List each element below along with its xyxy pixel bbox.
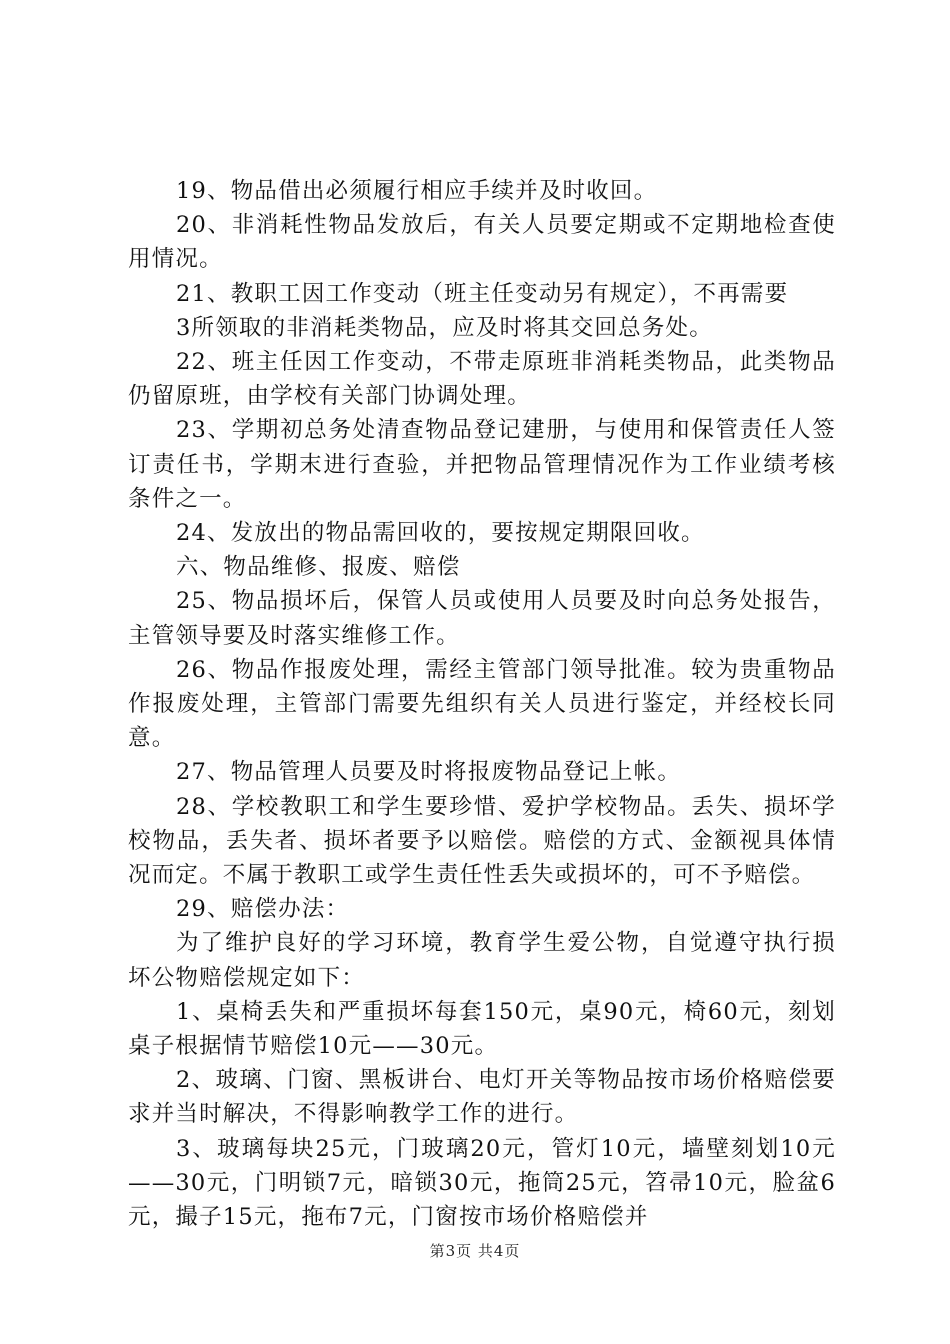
rule-item-1: 1、桌椅丢失和严重损坏每套150元，桌90元，椅60元，刻划桌子根据情节赔偿10元——30元。 <box>128 998 836 1060</box>
rule-item-2: 2、玻璃、门窗、黑板讲台、电灯开关等物品按市场价格赔偿要求并当时解决，不得影响教学工作的进行。 <box>128 1067 836 1128</box>
paragraph-23: 23、学期初总务处清查物品登记建册，与使用和保管责任人签订责任书，学期末进行查验，并把物品管理情况作为工作业绩考核条件之一。 <box>128 417 836 512</box>
paragraph-20: 20、非消耗性物品发放后，有关人员要定期或不定期地检查使用情况。 <box>128 212 836 273</box>
paragraph-29: 29、赔偿办法： <box>176 896 350 923</box>
paragraph-28: 28、学校教职工和学生要珍惜、爱护学校物品。丢失、损坏学校物品，丢失者、损坏者要予以赔偿。赔偿的方式、金额视具体情况而定。不属于教职工或学生责任性丢失或损坏的，可不予赔偿。 <box>128 793 836 889</box>
paragraph-24: 24、发放出的物品需回收的，要按规定期限回收。 <box>176 520 705 547</box>
page-number-footer: 第3页 共4页 <box>429 1242 521 1260</box>
paragraph-21-continued: 3所领取的非消耗类物品，应及时将其交回总务处。 <box>176 314 713 341</box>
paragraph-27: 27、物品管理人员要及时将报废物品登记上帐。 <box>176 759 682 786</box>
paragraph-21: 21、教职工因工作变动（班主任变动另有规定），不再需要 <box>176 280 789 307</box>
paragraph-19: 19、物品借出必须履行相应手续并及时收回。 <box>176 178 658 204</box>
paragraph-25: 25、物品损坏后，保管人员或使用人员要及时向总务处报告，主管领导要及时落实维修工作。 <box>128 588 836 649</box>
document-body <box>128 174 836 1234</box>
rule-item-3: 3、玻璃每块25元，门玻璃20元，管灯10元，墙壁刻划10元——30元，门明锁7元，暗锁30元，拖筒25元，笤帚10元，脸盆6元，撮子15元，拖布7元，门窗按市场价格赔偿并 <box>128 1135 836 1231</box>
paragraph-26: 26、物品作报废处理，需经主管部门领导批准。较为贵重物品作报废处理，主管部门需要先组织有关人员进行鉴定，并经校长同意。 <box>128 656 836 752</box>
paragraph-22: 22、班主任因工作变动，不带走原班非消耗类物品，此类物品仍留原班，由学校有关部门协调处理。 <box>128 349 836 410</box>
section-heading-6: 六、物品维修、报废、赔偿 <box>176 554 461 581</box>
paragraph-intro: 为了维护良好的学习环境，教育学生爱公物，自觉遵守执行损坏公物赔偿规定如下： <box>128 930 836 991</box>
